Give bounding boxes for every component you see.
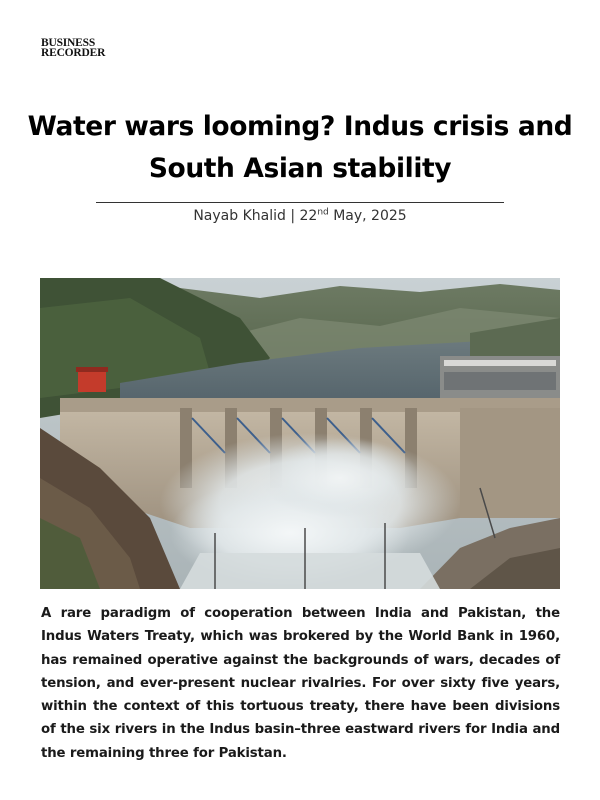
date-rest: May, 2025 <box>333 208 407 224</box>
date-day: 22 <box>299 208 318 224</box>
dam-photo <box>40 278 560 589</box>
article-title <box>20 106 580 190</box>
publication-logo <box>41 38 105 58</box>
title-line-2: South Asian stability <box>148 153 452 184</box>
logo-line-2: RECORDER <box>41 47 106 59</box>
article-body: A rare paradigm of cooperation between India and Pakistan, the Indus Waters Treaty, which was brokered by the World Bank in 1960, has remained operative against the backgrounds of wars, decades of tension, and ever-present nuclear rivalries. For over sixty five years, within the context of this tortuous treaty, there have been divisions of the six rivers in the Indus basin–three eastward rivers for India and the remaining three for Pakistan. <box>41 606 560 761</box>
author-name: Nayab Khalid <box>193 208 286 224</box>
date-suffix: nd <box>317 207 329 218</box>
logo-line-1: BUSINESS <box>41 37 96 49</box>
title-divider <box>96 202 504 203</box>
byline-separator: | <box>290 208 296 224</box>
byline <box>0 208 600 224</box>
title-line-1: Water wars looming? Indus crisis and <box>27 111 573 142</box>
